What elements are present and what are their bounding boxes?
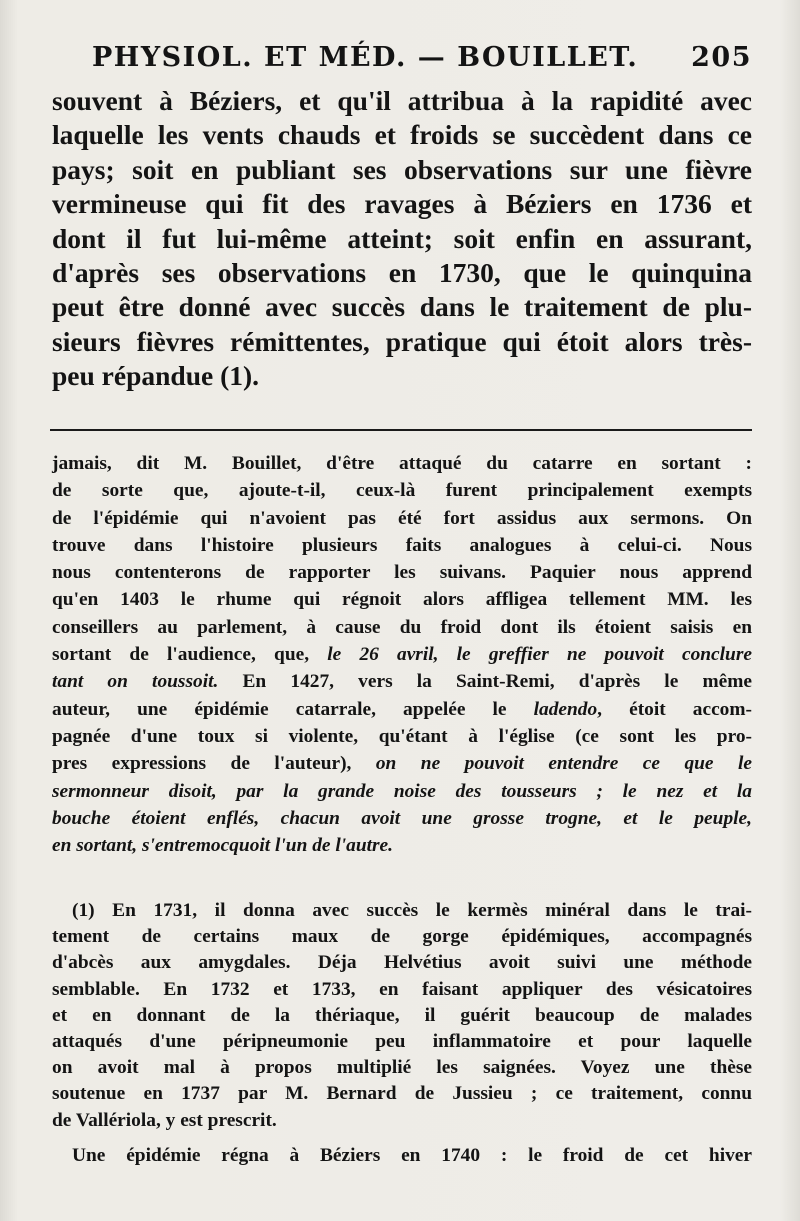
notes-line (52, 832, 752, 859)
notes-quote: le 26 avril, le greffier ne pouvoit conclure (327, 644, 752, 666)
notes-line (52, 668, 752, 695)
main-line: pays; soit en publiant ses observations sur une fièvre (52, 153, 752, 185)
notes-roman: pres expressions de l'auteur), (52, 753, 352, 775)
page-header (92, 42, 752, 73)
main-line: d'après ses observations en 1730, que le quinquina (52, 257, 752, 289)
running-title: PHYSIOL. ET MÉD. — BOUILLET. (92, 42, 639, 73)
main-line: dont il fut lui-même atteint; soit enfin en assurant, (52, 222, 752, 254)
notes-line: trouve dans l'histoire plusieurs faits analogues à celui-ci. Nous (52, 534, 752, 556)
footnote-line: semblable. En 1732 et 1733, en faisant appliquer des vésicatoires (52, 978, 752, 1000)
notes-line: jamais, dit M. Bouillet, d'être attaqué du catarre en sortant : (52, 453, 752, 474)
notes-quote: sermonneur disoit, par la grande noise des tousseurs ; le nez et la (52, 780, 752, 802)
notes-line: de sorte que, ajoute-t-il, ceux-là furent principalement exempts (52, 480, 752, 502)
notes-line: qu'en 1403 le rhume qui régnoit alors affligea tellement MM. les (52, 589, 752, 611)
separator-rule (50, 429, 752, 431)
notes-roman: auteur, une épidémie catarrale, appelée le (52, 698, 507, 720)
footnote-line: tement de certains maux de gorge épidémiques, accompagnés (52, 926, 752, 948)
footnote-line: (1) En 1731, il donna avec succès le kermès minéral dans le trai- (72, 900, 752, 921)
main-line: sieurs fièvres rémittentes, pratique qui étoit alors très- (52, 325, 752, 357)
footnote-line: d'abcès aux amygdales. Déja Helvétius avoit suivi une méthode (52, 952, 752, 974)
notes-term: ladendo (533, 698, 598, 720)
notes-line: conseillers au parlement, à cause du froid dont ils étoient saisis en (52, 616, 752, 638)
main-line: souvent à Béziers, et qu'il attribua à la rapidité avec (52, 85, 752, 116)
footnote-line: et en donnant de la thériaque, il guérit beaucoup de malades (52, 1004, 752, 1026)
notes-roman: En 1427, vers la Saint-Remi, d'après le même (242, 671, 752, 693)
notes-paragraph (52, 450, 752, 859)
main-line: peut être donné avec succès dans le traitement de plu- (52, 291, 752, 323)
footnote-line: de Vallériola, y est prescrit. (52, 1109, 277, 1131)
notes-quote: en sortant, s'entremocquoit l'un de l'autre. (52, 835, 394, 857)
notes-line: pagnée d'une toux si violente, qu'étant à l'église (ce sont les pro- (52, 725, 752, 747)
main-line: laquelle les vents chauds et froids se succèdent dans ce (52, 119, 752, 151)
footnote-line: soutenue en 1737 par M. Bernard de Jussieu ; ce traitement, connu (52, 1083, 752, 1105)
page-number: 205 (691, 42, 752, 73)
continuing-paragraph: Une épidémie régna à Béziers en 1740 : le froid de cet hiver (72, 1145, 752, 1166)
notes-quote: tant on toussoit. (52, 671, 219, 693)
footnote-line: on avoit mal à propos multiplié les saignées. Voyez une thèse (52, 1057, 752, 1079)
main-paragraph (52, 84, 752, 394)
notes-line (52, 805, 752, 832)
main-line: vermineuse qui fit des ravages à Béziers en 1736 et (52, 188, 752, 220)
notes-quote: bouche étoient enflés, chacun avoit une grosse trogne, et le peuple, (52, 807, 752, 829)
notes-line (52, 696, 752, 723)
notes-quote: on ne pouvoit entendre ce que le (375, 753, 752, 775)
notes-line (52, 641, 752, 668)
notes-line: nous contenterons de rapporter les suivans. Paquier nous apprend (52, 562, 752, 584)
footnote (52, 898, 752, 1134)
notes-line: de l'épidémie qui n'avoient pas été fort assidus aux sermons. On (52, 507, 752, 529)
main-line: peu répandue (1). (52, 360, 260, 392)
notes-line (52, 778, 752, 805)
footnote-line: attaqués d'une péripneumonie peu inflammatoire et pour laquelle (52, 1031, 752, 1053)
notes-roman: , étoit accom- (597, 698, 752, 720)
notes-line (52, 750, 752, 777)
notes-roman: sortant de l'audience, que, (52, 644, 310, 666)
